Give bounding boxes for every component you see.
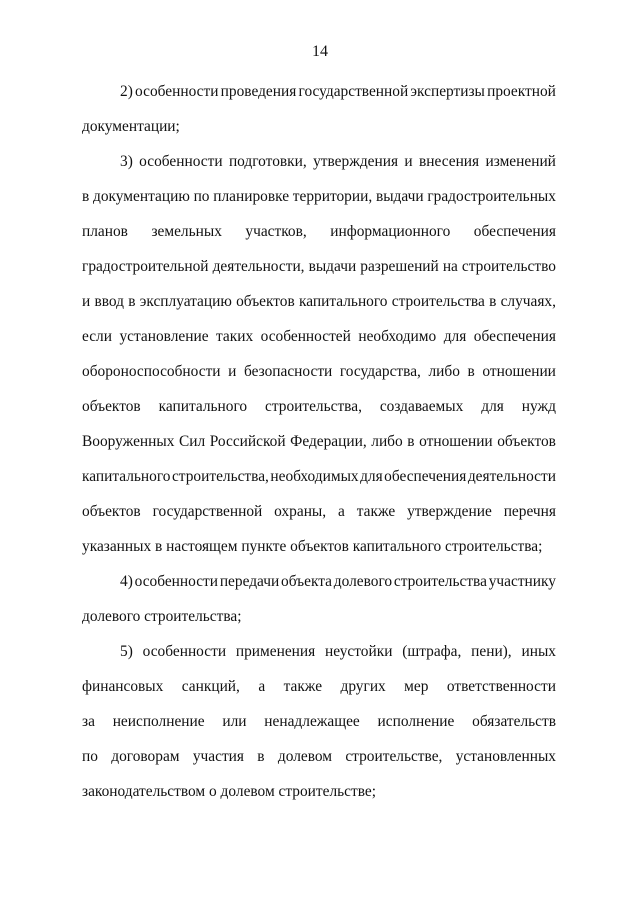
text-word: государства, bbox=[339, 363, 421, 380]
text-word: особенности bbox=[142, 643, 227, 660]
text-line: документации; bbox=[82, 118, 180, 135]
text-word: Федерации, bbox=[290, 433, 367, 450]
text-word: градостроительных bbox=[427, 188, 556, 205]
text-word: капитального bbox=[82, 468, 171, 485]
text-word: Российской bbox=[209, 433, 286, 450]
text-word: 5) bbox=[120, 643, 133, 660]
text-word: объекта bbox=[281, 573, 332, 590]
text-line bbox=[82, 389, 556, 424]
text-line bbox=[82, 284, 556, 319]
text-word: установление bbox=[119, 328, 209, 345]
text-word: неустойки bbox=[325, 643, 393, 660]
text-word: также bbox=[283, 678, 323, 695]
text-word: планов bbox=[82, 223, 128, 240]
text-word: в bbox=[257, 748, 265, 765]
text-word: внесения bbox=[419, 153, 480, 170]
text-word: отношении bbox=[482, 363, 556, 380]
text-word: утверждения bbox=[313, 153, 399, 170]
text-word: особенности bbox=[139, 153, 223, 170]
text-word: по bbox=[82, 748, 98, 765]
text-word: 2) bbox=[120, 83, 133, 100]
text-word: для bbox=[443, 328, 467, 345]
text-word: пени), bbox=[471, 643, 512, 660]
text-word: участия bbox=[192, 748, 244, 765]
text-word: охраны, bbox=[274, 503, 327, 520]
text-word: документацию bbox=[93, 188, 190, 205]
text-word: в bbox=[467, 363, 475, 380]
text-word: градостроительной bbox=[82, 258, 209, 275]
text-word: обязательств bbox=[472, 713, 556, 730]
text-word: деятельности bbox=[467, 468, 556, 485]
text-word: исполнение bbox=[377, 713, 455, 730]
text-word: земельных bbox=[151, 223, 222, 240]
text-word: необходимых bbox=[270, 468, 359, 485]
text-word: ненадлежащее bbox=[264, 713, 360, 730]
text-word: необходимо bbox=[358, 328, 437, 345]
text-word: за bbox=[82, 713, 95, 730]
text-word: деятельности, bbox=[212, 258, 305, 275]
text-word: санкций, bbox=[181, 678, 240, 695]
text-word: установленных bbox=[455, 748, 556, 765]
text-word: участнику bbox=[488, 573, 556, 590]
text-word: информационного bbox=[330, 223, 451, 240]
text-word: долевого bbox=[333, 573, 393, 590]
paragraph-item-5 bbox=[82, 634, 556, 809]
text-word: а bbox=[338, 503, 345, 520]
text-word: разрешений bbox=[360, 258, 439, 275]
text-word: Сил bbox=[178, 433, 206, 450]
text-word: строительства bbox=[393, 573, 487, 590]
text-word: 4) bbox=[120, 573, 133, 590]
text-word: обороноспособности bbox=[82, 363, 221, 380]
text-word: Вооруженных bbox=[82, 433, 175, 450]
text-word: а bbox=[258, 678, 266, 695]
text-word: обеспечения bbox=[473, 328, 556, 345]
text-word: либо bbox=[428, 363, 460, 380]
text-word: в bbox=[82, 188, 90, 205]
text-word: создаваемых bbox=[379, 398, 464, 415]
text-word: строительства, bbox=[265, 398, 362, 415]
text-line: указанных в настоящем пункте объектов капитального строительства; bbox=[82, 538, 543, 555]
text-word: выдачи bbox=[308, 258, 357, 275]
text-word: проектной bbox=[487, 83, 556, 100]
text-line bbox=[82, 144, 556, 179]
text-word: утверждение bbox=[407, 503, 492, 520]
text-line bbox=[82, 669, 556, 704]
text-word: изменений bbox=[485, 153, 556, 170]
text-word: случаях, bbox=[500, 293, 556, 310]
text-word: строительстве, bbox=[345, 748, 443, 765]
text-word: строительства, bbox=[171, 468, 269, 485]
text-word: объектов bbox=[236, 293, 295, 310]
text-word: строительства bbox=[391, 293, 485, 310]
text-word: либо bbox=[371, 433, 403, 450]
text-line bbox=[82, 74, 556, 109]
paragraph-item-3 bbox=[82, 144, 556, 564]
text-word: передачи bbox=[219, 573, 280, 590]
text-word: долевом bbox=[277, 748, 333, 765]
text-word: объектов bbox=[82, 503, 141, 520]
text-word: государственной bbox=[298, 83, 409, 100]
text-word: капитального bbox=[158, 398, 248, 415]
text-line bbox=[82, 424, 556, 459]
text-line bbox=[82, 354, 556, 389]
paragraph-item-2 bbox=[82, 74, 556, 144]
text-word: планировке bbox=[213, 188, 290, 205]
text-word: и bbox=[82, 293, 91, 310]
text-word: иных bbox=[521, 643, 556, 660]
text-word: в bbox=[128, 293, 136, 310]
text-word: неисполнение bbox=[112, 713, 205, 730]
text-word: безопасности bbox=[243, 363, 333, 380]
text-line: законодательством о долевом строительстве; bbox=[82, 783, 377, 800]
text-line bbox=[82, 249, 556, 284]
text-word: экспертизы bbox=[410, 83, 485, 100]
text-word: в bbox=[489, 293, 497, 310]
text-word: или bbox=[222, 713, 247, 730]
text-word: по bbox=[193, 188, 210, 205]
paragraph-item-4 bbox=[82, 564, 556, 634]
text-line bbox=[82, 214, 556, 249]
text-word: обеспечения bbox=[473, 223, 556, 240]
text-word: в bbox=[407, 433, 415, 450]
text-word: применения bbox=[235, 643, 316, 660]
text-word: строительство bbox=[461, 258, 556, 275]
text-line bbox=[82, 704, 556, 739]
text-word: для bbox=[481, 398, 504, 415]
text-line bbox=[82, 634, 556, 669]
text-word: отношении bbox=[419, 433, 493, 450]
text-word: особенности bbox=[135, 83, 219, 100]
text-line bbox=[82, 319, 556, 354]
text-line bbox=[82, 494, 556, 529]
text-word: особенности bbox=[134, 573, 219, 590]
text-word: подготовки, bbox=[228, 153, 307, 170]
text-word: ввод bbox=[94, 293, 124, 310]
document-body bbox=[82, 74, 556, 809]
text-word: капитального bbox=[299, 293, 388, 310]
text-line bbox=[82, 739, 556, 774]
text-word: особенностей bbox=[260, 328, 351, 345]
text-word: участков, bbox=[245, 223, 307, 240]
text-word: также bbox=[356, 503, 396, 520]
text-line bbox=[82, 564, 556, 599]
text-word: мер bbox=[404, 678, 429, 695]
text-word: других bbox=[340, 678, 386, 695]
text-line bbox=[82, 179, 556, 214]
text-word: на bbox=[442, 258, 458, 275]
text-word: договорам bbox=[111, 748, 180, 765]
text-word: выдачи bbox=[375, 188, 424, 205]
text-word: государственной bbox=[152, 503, 263, 520]
text-word: для bbox=[360, 468, 383, 485]
text-word: эксплуатацию bbox=[139, 293, 232, 310]
text-word: проведения bbox=[220, 83, 297, 100]
text-word: если bbox=[82, 328, 112, 345]
text-word: объектов bbox=[497, 433, 556, 450]
text-word: и bbox=[404, 153, 413, 170]
page-number: 14 bbox=[312, 43, 328, 60]
text-word: ответственности bbox=[446, 678, 556, 695]
text-word: и bbox=[228, 363, 237, 380]
text-word: финансовых bbox=[82, 678, 164, 695]
text-word: перечня bbox=[503, 503, 556, 520]
text-word: нужд bbox=[521, 398, 556, 415]
text-word: 3) bbox=[120, 153, 133, 170]
text-word: территории, bbox=[292, 188, 373, 205]
text-word: обеспечения bbox=[384, 468, 467, 485]
text-word: (штрафа, bbox=[402, 643, 462, 660]
text-word: таких bbox=[216, 328, 254, 345]
text-line bbox=[82, 459, 556, 494]
text-word: объектов bbox=[82, 398, 141, 415]
text-line: долевого строительства; bbox=[82, 608, 242, 625]
